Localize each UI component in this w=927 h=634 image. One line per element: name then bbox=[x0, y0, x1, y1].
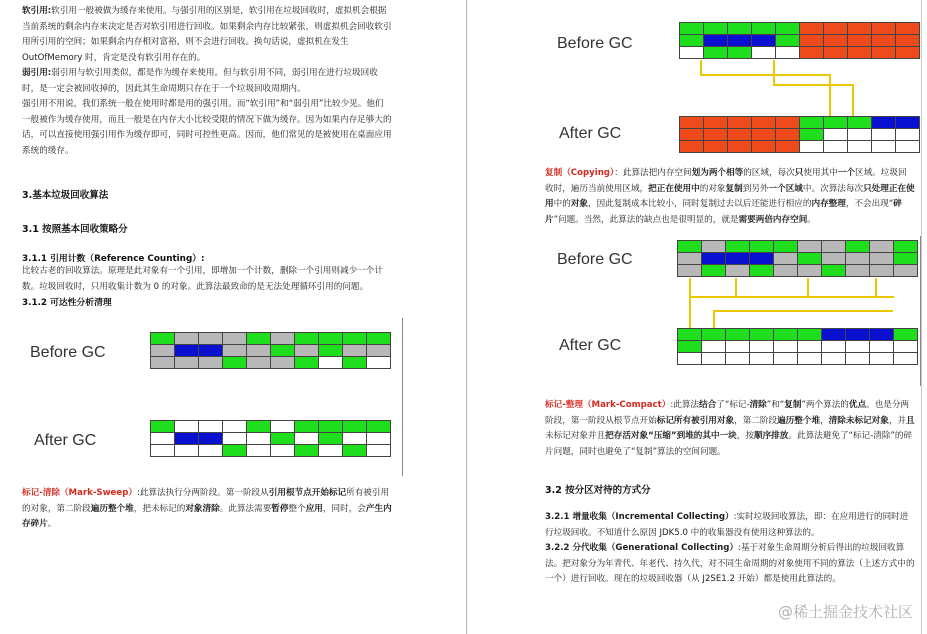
generational-paragraph bbox=[545, 541, 915, 588]
heap-cell bbox=[367, 357, 391, 369]
heap-cell bbox=[774, 353, 798, 365]
heap-cell bbox=[367, 433, 391, 445]
bold-run: 对象清除 bbox=[185, 503, 220, 514]
heap-cell bbox=[175, 445, 199, 457]
text-run: ，按 bbox=[736, 431, 754, 441]
text-run: :此算法 bbox=[670, 400, 700, 410]
bold-run: 遍历整个堆 bbox=[777, 415, 821, 426]
before-gc-label: Before GC bbox=[557, 35, 633, 52]
bold-run: 产生内存碎片 bbox=[22, 503, 392, 529]
heap-cell bbox=[726, 241, 750, 253]
text-run: ：此算法把内存空间 bbox=[614, 168, 692, 178]
after-gc-heap-grid bbox=[150, 420, 391, 457]
heap-cell bbox=[822, 265, 846, 277]
text-run: 中。次算法每次 bbox=[802, 183, 864, 194]
copying-label: 复制（Copying） bbox=[545, 168, 615, 178]
heap-cell bbox=[702, 253, 726, 265]
text-run: :实时垃圾回收算法，即：在应用进行的同时进行垃圾回收。不知道什么原因 JDK5.0 中的收集器没有使用这种算法的。 bbox=[545, 512, 909, 538]
heap-cell bbox=[800, 117, 824, 129]
weak-reference-paragraph bbox=[22, 66, 392, 97]
heap-cell bbox=[151, 345, 175, 357]
after-gc-label: After GC bbox=[34, 432, 97, 449]
heap-cell bbox=[678, 341, 702, 353]
heap-cell bbox=[800, 23, 824, 35]
heap-cell bbox=[870, 241, 894, 253]
heap-cell bbox=[678, 353, 702, 365]
text-run: 中的 bbox=[553, 199, 571, 209]
heap-cell bbox=[223, 333, 247, 345]
heap-cell bbox=[702, 353, 726, 365]
heap-cell bbox=[199, 433, 223, 445]
bold-run: 清除未标记对象 bbox=[828, 415, 889, 426]
heap-cell bbox=[846, 341, 870, 353]
left-page bbox=[22, 0, 392, 533]
heap-cell bbox=[295, 433, 319, 445]
heap-cell bbox=[894, 265, 918, 277]
heap-cell bbox=[295, 333, 319, 345]
heap-cell bbox=[750, 241, 774, 253]
incremental-paragraph bbox=[545, 510, 915, 541]
heap-cell bbox=[271, 421, 295, 433]
heap-cell bbox=[223, 433, 247, 445]
heap-cell bbox=[728, 129, 752, 141]
bold-run: 结合 bbox=[699, 400, 717, 410]
text-run: :此算法执行分两阶段。第一阶段从 bbox=[136, 488, 269, 498]
bold-run: 划为两个相等 bbox=[691, 168, 744, 178]
reference-counting-paragraph: 比较古老的回收算法。原理是此对象有一个引用，即增加一个计数，删除一个引用则减少一个计数。垃圾回收时，只用收集计数为 0 的对象。此算法最致命的是无法处理循环引用的问题。 bbox=[22, 266, 383, 292]
after-gc-heap-grid bbox=[677, 328, 918, 365]
heap-cell bbox=[872, 23, 896, 35]
before-gc-heap-grid bbox=[679, 22, 920, 59]
bold-run: 只处理正在使用 bbox=[545, 183, 915, 209]
text-run: ”和“ bbox=[766, 400, 785, 410]
soft-reference-label: 软引用: bbox=[22, 6, 52, 16]
heap-cell bbox=[822, 329, 846, 341]
mark-sweep-label: 标记-清除（Mark-Sweep） bbox=[22, 488, 137, 498]
heap-cell bbox=[271, 445, 295, 457]
mark-compact-paragraph bbox=[545, 398, 915, 460]
text-run: :基于对象生命周期分析后得出的垃圾回收算法。把对象分为年青代、年老代、持久代，对不同生命周期的对象使用不同的算法（上述方式中的一个）进行回收。现在的垃圾回收器（从 J2SE1.2 开始）都是使用此算法的。 bbox=[545, 543, 915, 584]
weak-reference-label: 弱引用: bbox=[22, 68, 52, 78]
page-divider bbox=[466, 0, 467, 634]
after-gc-label: After GC bbox=[559, 125, 622, 142]
heap-cell bbox=[870, 329, 894, 341]
heap-cell bbox=[680, 117, 704, 129]
text-run: 所有被引用的对象，第二阶段 bbox=[22, 488, 390, 514]
heap-cell bbox=[678, 329, 702, 341]
heap-cell bbox=[271, 357, 295, 369]
heap-cell bbox=[319, 333, 343, 345]
bold-run: 碎片 bbox=[545, 199, 902, 225]
heap-cell bbox=[726, 329, 750, 341]
heap-cell bbox=[680, 23, 704, 35]
heap-cell bbox=[752, 35, 776, 47]
heap-cell bbox=[752, 47, 776, 59]
heap-cell bbox=[704, 35, 728, 47]
heap-cell bbox=[680, 35, 704, 47]
bold-run: 标记所有被引用对象 bbox=[656, 415, 735, 426]
bold-run: 暂停 bbox=[271, 503, 289, 514]
heap-cell bbox=[151, 421, 175, 433]
bold-run: 遍历整个堆 bbox=[90, 503, 134, 514]
text-run: 。 bbox=[807, 214, 816, 225]
heap-cell bbox=[343, 421, 367, 433]
text-run: 。此算法需要 bbox=[219, 503, 272, 514]
bold-run: 把存活对象“压缩”到堆的其中一块 bbox=[605, 431, 737, 441]
bold-run: 一个区域 bbox=[768, 183, 803, 194]
heap-cell bbox=[776, 129, 800, 141]
text-run: ，把未标记的 bbox=[133, 503, 186, 514]
heap-cell bbox=[702, 265, 726, 277]
heap-cell bbox=[199, 345, 223, 357]
heap-cell bbox=[896, 117, 920, 129]
heap-cell bbox=[822, 341, 846, 353]
text-run: 。此算法避免了“标记-清除”的碎片问题，同时也避免了“复制”算法的空间问题。 bbox=[545, 431, 913, 457]
heap-cell bbox=[870, 353, 894, 365]
heap-cell bbox=[175, 357, 199, 369]
heap-cell bbox=[872, 35, 896, 47]
heap-cell bbox=[367, 445, 391, 457]
heap-cell bbox=[367, 345, 391, 357]
heap-cell bbox=[750, 265, 774, 277]
text-run: ，因此复制成本比较小，同时复制过去以后还能进行相应的 bbox=[588, 199, 812, 209]
text-run: ”问题。当然，此算法的缺点也是很明显的，就是 bbox=[553, 214, 739, 225]
bold-run: 应用 bbox=[305, 503, 323, 514]
bold-run: 内存整理 bbox=[811, 199, 846, 209]
mark-sweep-figure bbox=[22, 312, 392, 484]
heap-cell bbox=[247, 333, 271, 345]
text-run: ”两个算法的 bbox=[801, 400, 849, 410]
heap-cell bbox=[223, 357, 247, 369]
heap-cell bbox=[728, 141, 752, 153]
text-run: ，同时，会 bbox=[322, 503, 366, 514]
copying-figure bbox=[545, 10, 915, 162]
heap-cell bbox=[800, 35, 824, 47]
heap-cell bbox=[774, 253, 798, 265]
heap-cell bbox=[704, 23, 728, 35]
heap-cell bbox=[798, 253, 822, 265]
heap-cell bbox=[872, 141, 896, 153]
after-gc-heap-grid bbox=[679, 116, 920, 153]
heap-cell bbox=[295, 445, 319, 457]
soft-reference-text: 软引用一般被做为缓存来使用。与强引用的区别是，软引用在垃圾回收时，虚拟机会根据当前系统的剩余内存来决定是否对软引用进行回收。如果剩余内存比较紧张，则虚拟机会回收软引用所引用的空间；如果剩余内存相对富裕，则不会进行回收。换句话说，虚拟机在发生 OutOfMemory 时，肯定是没有软引用存在的。 bbox=[22, 6, 392, 63]
section-heading-3: 3.基本垃圾回收算法 bbox=[22, 190, 109, 201]
text-run: 到另外 bbox=[742, 183, 769, 194]
heap-cell bbox=[319, 433, 343, 445]
heap-cell bbox=[680, 141, 704, 153]
heap-cell bbox=[824, 141, 848, 153]
section-heading-3-2: 3.2 按分区对待的方式分 bbox=[545, 485, 651, 496]
heap-cell bbox=[175, 433, 199, 445]
heap-cell bbox=[800, 47, 824, 59]
heap-cell bbox=[678, 253, 702, 265]
heap-cell bbox=[894, 329, 918, 341]
heap-cell bbox=[846, 329, 870, 341]
heap-cell bbox=[704, 141, 728, 153]
mark-sweep-paragraph bbox=[22, 486, 392, 533]
heap-cell bbox=[343, 333, 367, 345]
heap-cell bbox=[319, 357, 343, 369]
heap-cell bbox=[824, 35, 848, 47]
heap-cell bbox=[848, 129, 872, 141]
heap-cell bbox=[870, 253, 894, 265]
before-gc-heap-grid bbox=[150, 332, 391, 369]
heap-cell bbox=[680, 129, 704, 141]
bold-run: 复制 bbox=[784, 400, 802, 410]
heap-cell bbox=[848, 47, 872, 59]
text-run: ，第二阶段 bbox=[734, 415, 778, 426]
text-run: 整个 bbox=[288, 503, 306, 514]
text-run: ， bbox=[820, 415, 829, 426]
heap-cell bbox=[295, 421, 319, 433]
heap-cell bbox=[247, 433, 271, 445]
heap-cell bbox=[872, 129, 896, 141]
bold-run: 只 bbox=[794, 168, 804, 178]
heap-cell bbox=[776, 47, 800, 59]
bold-run: 顺序排放 bbox=[753, 431, 789, 441]
heap-cell bbox=[199, 445, 223, 457]
bold-run: 复制 bbox=[725, 183, 743, 194]
heap-cell bbox=[367, 421, 391, 433]
heap-cell bbox=[872, 117, 896, 129]
heap-cell bbox=[726, 353, 750, 365]
heap-cell bbox=[750, 353, 774, 365]
text-run: 了“标记- bbox=[716, 400, 750, 410]
heap-cell bbox=[319, 421, 343, 433]
watermark: @稀土掘金技术社区 bbox=[777, 603, 913, 621]
text-run: 使用其中 bbox=[803, 168, 838, 178]
bold-run: 优点 bbox=[848, 400, 867, 410]
heap-cell bbox=[223, 445, 247, 457]
heap-cell bbox=[728, 47, 752, 59]
section-heading-3-2-1: 3.2.1 增量收集（Incremental Collecting） bbox=[545, 512, 734, 522]
heap-cell bbox=[750, 329, 774, 341]
heap-cell bbox=[752, 23, 776, 35]
heap-cell bbox=[750, 341, 774, 353]
heap-cell bbox=[752, 129, 776, 141]
heap-cell bbox=[247, 357, 271, 369]
before-gc-label: Before GC bbox=[30, 344, 106, 361]
heap-cell bbox=[680, 47, 704, 59]
text-run: 未标记对象并且 bbox=[545, 431, 606, 441]
heap-cell bbox=[848, 117, 872, 129]
heap-cell bbox=[750, 253, 774, 265]
bold-run: 清除 bbox=[749, 400, 767, 410]
heap-cell bbox=[343, 445, 367, 457]
heap-cell bbox=[175, 421, 199, 433]
heap-cell bbox=[800, 141, 824, 153]
heap-cell bbox=[824, 129, 848, 141]
heap-cell bbox=[846, 241, 870, 253]
weak-reference-text: 弱引用与软引用类似，都是作为缓存来使用。但与软引用不同，弱引用在进行垃圾回收时，是一定会被回收掉的，因此其生命周期只存在于一个垃圾回收周期内。 bbox=[22, 68, 378, 94]
heap-cell bbox=[896, 23, 920, 35]
heap-cell bbox=[776, 117, 800, 129]
heap-cell bbox=[343, 345, 367, 357]
bold-run: 一个 bbox=[837, 168, 855, 178]
heap-cell bbox=[896, 35, 920, 47]
heap-cell bbox=[870, 341, 894, 353]
section-heading-3-1-1: 3.1.1 引用计数（Reference Counting）: bbox=[22, 254, 205, 264]
heap-cell bbox=[776, 35, 800, 47]
heap-cell bbox=[798, 329, 822, 341]
heap-cell bbox=[776, 141, 800, 153]
before-gc-heap-grid bbox=[677, 240, 918, 277]
heap-cell bbox=[846, 265, 870, 277]
heap-cell bbox=[678, 265, 702, 277]
text-run: 的对象 bbox=[699, 183, 726, 194]
heap-cell bbox=[367, 333, 391, 345]
section-heading-3-1-2: 3.1.2 可达性分析清理 bbox=[22, 298, 112, 308]
heap-cell bbox=[295, 345, 319, 357]
heap-cell bbox=[822, 253, 846, 265]
heap-cell bbox=[704, 117, 728, 129]
heap-cell bbox=[247, 445, 271, 457]
section-heading-3-1: 3.1 按照基本回收策略分 bbox=[22, 224, 128, 235]
heap-cell bbox=[271, 433, 295, 445]
before-gc-label: Before GC bbox=[557, 251, 633, 268]
heap-cell bbox=[726, 253, 750, 265]
heap-cell bbox=[728, 23, 752, 35]
heap-cell bbox=[774, 241, 798, 253]
heap-cell bbox=[295, 357, 319, 369]
heap-cell bbox=[247, 421, 271, 433]
soft-reference-paragraph bbox=[22, 4, 392, 66]
heap-cell bbox=[702, 329, 726, 341]
text-run: 。也是分两阶段，第一阶段从根节点开始 bbox=[545, 400, 910, 426]
heap-cell bbox=[199, 333, 223, 345]
heap-cell bbox=[319, 445, 343, 457]
heap-cell bbox=[798, 341, 822, 353]
heap-cell bbox=[824, 23, 848, 35]
heap-cell bbox=[752, 141, 776, 153]
text-run: 。 bbox=[47, 519, 57, 529]
section-heading-3-2-2: 3.2.2 分代收集（Generational Collecting） bbox=[545, 543, 739, 553]
heap-cell bbox=[175, 333, 199, 345]
heap-cell bbox=[798, 265, 822, 277]
heap-cell bbox=[896, 47, 920, 59]
heap-cell bbox=[870, 265, 894, 277]
bold-run: 把正在使用中 bbox=[648, 183, 700, 194]
heap-cell bbox=[151, 333, 175, 345]
heap-cell bbox=[175, 345, 199, 357]
text-run: ，不会出现“ bbox=[845, 199, 894, 209]
heap-cell bbox=[846, 353, 870, 365]
text-run: 的区域，每次 bbox=[743, 168, 795, 178]
bold-run: 对象 bbox=[570, 199, 589, 209]
page-edge bbox=[921, 0, 922, 634]
heap-cell bbox=[848, 141, 872, 153]
heap-cell bbox=[704, 47, 728, 59]
heap-cell bbox=[702, 341, 726, 353]
heap-cell bbox=[774, 341, 798, 353]
bold-run: 需要两倍内存空间 bbox=[738, 214, 808, 225]
right-page bbox=[545, 0, 915, 588]
bold-run: 且 bbox=[906, 415, 915, 426]
heap-cell bbox=[800, 129, 824, 141]
heap-cell bbox=[894, 253, 918, 265]
heap-cell bbox=[822, 241, 846, 253]
after-gc-label: After GC bbox=[559, 337, 622, 354]
heap-cell bbox=[199, 357, 223, 369]
strong-reference-paragraph: 强引用不用说，我们系统一般在使用时都是用的强引用。而“软引用”和“弱引用”比较少见。他们一般被作为缓存使用，而且一般是在内存大小比较受限的情况下做为缓存。因为如果内存足够大的话，可以直接使用强引用作为缓存即可，同时可控性更高。因而，他们常见的是被使用在桌面应用系统的缓存。 bbox=[22, 99, 392, 156]
heap-cell bbox=[776, 23, 800, 35]
heap-cell bbox=[894, 241, 918, 253]
heap-cell bbox=[824, 117, 848, 129]
heap-cell bbox=[319, 345, 343, 357]
heap-cell bbox=[704, 129, 728, 141]
heap-cell bbox=[199, 421, 223, 433]
heap-cell bbox=[728, 35, 752, 47]
heap-cell bbox=[678, 241, 702, 253]
heap-cell bbox=[894, 353, 918, 365]
heap-cell bbox=[848, 35, 872, 47]
heap-cell bbox=[774, 329, 798, 341]
heap-cell bbox=[822, 353, 846, 365]
heap-cell bbox=[343, 433, 367, 445]
heap-cell bbox=[798, 241, 822, 253]
heap-cell bbox=[774, 265, 798, 277]
heap-cell bbox=[223, 421, 247, 433]
heap-cell bbox=[896, 141, 920, 153]
heap-cell bbox=[271, 333, 295, 345]
heap-cell bbox=[223, 345, 247, 357]
heap-cell bbox=[151, 357, 175, 369]
heap-cell bbox=[896, 129, 920, 141]
heap-cell bbox=[872, 47, 896, 59]
heap-cell bbox=[798, 353, 822, 365]
heap-cell bbox=[151, 433, 175, 445]
heap-cell bbox=[343, 357, 367, 369]
bold-run: 引用根节点开始标记 bbox=[268, 488, 347, 498]
heap-cell bbox=[728, 117, 752, 129]
text-run: ，并 bbox=[888, 415, 907, 426]
heap-cell bbox=[726, 265, 750, 277]
heap-cell bbox=[271, 345, 295, 357]
copying-paragraph bbox=[545, 166, 915, 228]
heap-cell bbox=[848, 23, 872, 35]
text-run: 区域。垃圾回收时，遍历当前使用区域， bbox=[545, 168, 907, 194]
mark-compact-figure bbox=[545, 236, 915, 398]
heap-cell bbox=[151, 445, 175, 457]
heap-cell bbox=[894, 341, 918, 353]
heap-cell bbox=[752, 117, 776, 129]
heap-cell bbox=[702, 241, 726, 253]
mark-compact-label: 标记-整理（Mark-Compact） bbox=[545, 400, 671, 410]
heap-cell bbox=[824, 47, 848, 59]
heap-cell bbox=[846, 253, 870, 265]
heap-cell bbox=[726, 341, 750, 353]
heap-cell bbox=[247, 345, 271, 357]
